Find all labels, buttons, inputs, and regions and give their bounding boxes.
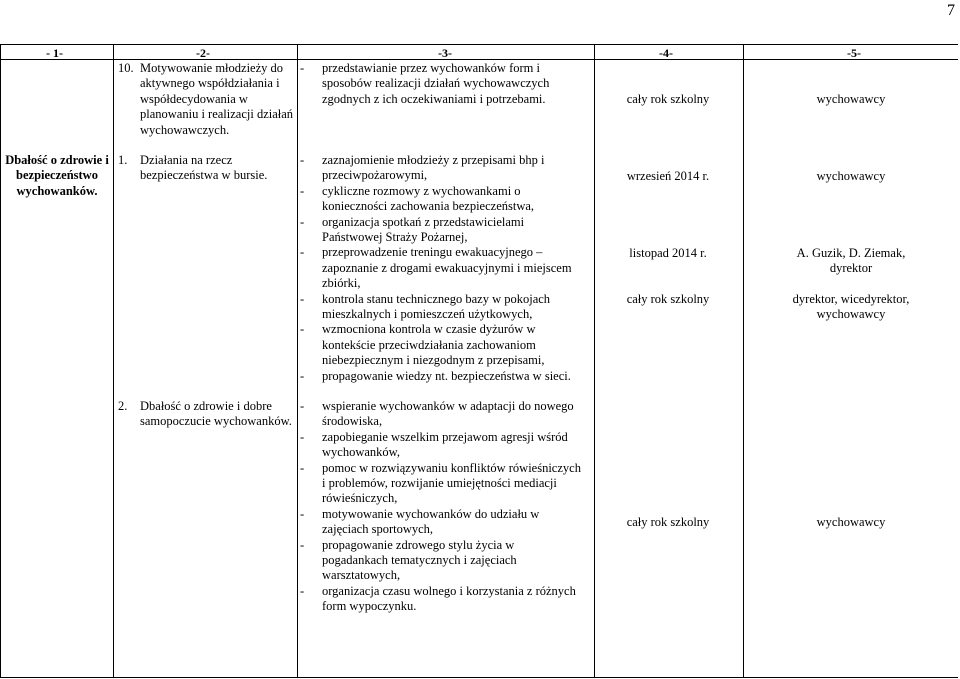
responsible-cell: wychowawcy <box>816 169 886 183</box>
page-number: 7 <box>947 2 955 19</box>
task-text: Motywowanie młodzieży do aktywnego współdziałania i współdecydowania w planowaniu i realizacji działań wychowawczych. <box>140 61 294 137</box>
column-number-2: -2- <box>196 46 210 60</box>
column-divider <box>743 44 744 678</box>
responsible-cell: A. Guzik, D. Ziemak, dyrektor <box>796 246 906 276</box>
column-number-1: - 1- <box>46 46 63 60</box>
action-item: - pomoc w rozwiązywaniu konfliktów rówieśniczych i problemów, rozwijanie umiejętności mediacji rówieśniczych, <box>300 460 581 506</box>
area-title: Dbałość o zdrowie i bezpieczeństwo wychowanków. <box>5 153 109 198</box>
action-list <box>300 399 582 615</box>
column-number-3: -3- <box>438 46 452 60</box>
action-item: - kontrola stanu technicznego bazy w pokojach mieszkalnych i pomieszczeń użytkowych, <box>300 291 551 322</box>
task-item <box>118 399 296 430</box>
term-cell: listopad 2014 r. <box>629 246 707 260</box>
task-item <box>118 153 296 184</box>
column-divider <box>113 44 114 678</box>
action-item: - wzmocniona kontrola w czasie dyżurów w kontekście przeciwdziałania zachowaniom niebezpiecznym i niezgodnym z przepisami, <box>300 322 545 368</box>
action-item: - przeprowadzenie treningu ewakuacyjnego – zapoznanie z drogami ewakuacyjnymi i miejscem zbiórki, <box>300 245 572 291</box>
action-item: - cykliczne rozmowy z wychowankami o konieczności zachowania bezpieczeństwa, <box>300 183 535 214</box>
task-number: 2. <box>118 399 128 413</box>
action-item: - motywowanie wychowanków do udziału w zajęciach sportowych, <box>300 506 540 537</box>
table-header-row <box>0 44 958 60</box>
column-number-5: -5- <box>847 46 861 60</box>
action-list <box>300 61 582 107</box>
action-item: - wspieranie wychowanków w adaptacji do nowego środowiska, <box>300 399 574 429</box>
action-item: - propagowanie zdrowego stylu życia w pogadankach tematycznych i zajęciach warsztatowych, <box>300 537 517 583</box>
task-text: Działania na rzecz bezpieczeństwa w bursie. <box>140 153 268 183</box>
action-item: - zapobieganie wszelkim przejawom agresji wśród wychowanków, <box>300 429 568 460</box>
term-cell: cały rok szkolny <box>626 292 710 306</box>
action-item: - organizacja spotkań z przedstawicielami Państwowej Straży Pożarnej, <box>300 214 525 245</box>
term-cell: cały rok szkolny <box>626 515 710 529</box>
action-item: - propagowanie wiedzy nt. bezpieczeństwa w sieci. <box>300 368 571 383</box>
responsible-cell: wychowawcy <box>816 92 886 106</box>
action-item: - organizacja czasu wolnego i korzystania z różnych form wypoczynku. <box>300 583 576 614</box>
responsible-cell: wychowawcy <box>816 515 886 529</box>
column-divider <box>297 44 298 678</box>
task-number: 1. <box>118 153 128 167</box>
responsible-cell: dyrektor, wicedyrektor, wychowawcy <box>792 292 910 322</box>
task-number: 10. <box>118 61 134 75</box>
task-item <box>118 61 296 138</box>
action-list <box>300 153 582 384</box>
term-cell: wrzesień 2014 r. <box>626 169 710 183</box>
task-text: Dbałość o zdrowie i dobre samopoczucie wychowanków. <box>140 399 292 429</box>
term-cell: cały rok szkolny <box>626 92 710 106</box>
action-item: - przedstawianie przez wychowanków form i sposobów realizacji działań wychowawczych zgodnych z ich oczekiwaniami i potrzebami. <box>300 61 550 106</box>
column-number-4: -4- <box>659 46 673 60</box>
column-divider <box>594 44 595 678</box>
action-item: - zaznajomienie młodzieży z przepisami bhp i przeciwpożarowymi, <box>300 153 545 183</box>
